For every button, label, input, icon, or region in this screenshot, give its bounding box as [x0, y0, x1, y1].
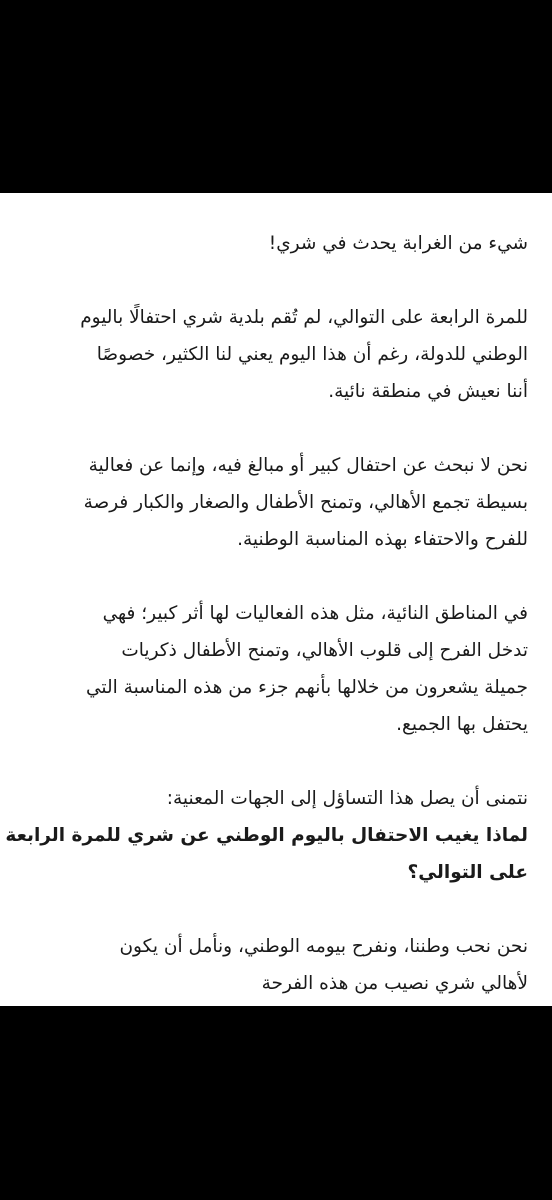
- paragraph-3: [24, 595, 528, 743]
- question-intro: نتمنى أن يصل هذا التساؤل إلى الجهات المعنية:: [166, 788, 528, 809]
- top-black-bar: [0, 0, 552, 193]
- title-text: شيء من الغرابة يحدث في شري!: [268, 233, 528, 254]
- paragraph-line: الوطني للدولة، رغم أن هذا اليوم يعني لنا الكثير، خصوصًا: [96, 344, 528, 365]
- paragraph-line: يحتفل بها الجميع.: [396, 714, 528, 735]
- question-line: لماذا يغيب الاحتفال باليوم الوطني عن شري للمرة الرابعة: [5, 825, 528, 846]
- paragraph-line: للمرة الرابعة على التوالي، لم تُقم بلدية شري احتفالًا باليوم: [80, 307, 528, 328]
- paragraph-line: جميلة يشعرون من خلالها بأنهم جزء من هذه المناسبة التي: [86, 677, 528, 698]
- paragraph-line: لأهالي شري نصيب من هذه الفرحة: [261, 973, 528, 994]
- question-line: على التوالي؟: [407, 862, 528, 883]
- paragraph-5: [24, 928, 528, 1002]
- paragraph-line: نحن لا نبحث عن احتفال كبير أو مبالغ فيه، وإنما عن فعالية: [88, 455, 528, 476]
- document-content: [5, 225, 528, 1002]
- paragraph-line: في المناطق النائية، مثل هذه الفعاليات لها أثر كبير؛ فهي: [102, 603, 528, 624]
- paragraph-4: [5, 780, 528, 891]
- paragraph-line: نحن نحب وطننا، ونفرح بيومه الوطني، ونأمل أن يكون: [119, 936, 528, 957]
- paragraph-1: [24, 299, 528, 410]
- paragraph-2: [24, 447, 528, 558]
- document-page: [0, 193, 552, 1006]
- paragraph-line: تدخل الفرح إلى قلوب الأهالي، وتمنح الأطفال ذكريات: [121, 640, 528, 661]
- bottom-black-bar: [0, 1006, 552, 1200]
- paragraph-line: أننا نعيش في منطقة نائية.: [328, 381, 528, 402]
- document-title: [24, 225, 528, 262]
- paragraph-line: بسيطة تجمع الأهالي، وتمنح الأطفال والصغار والكبار فرصة: [83, 492, 528, 513]
- paragraph-line: للفرح والاحتفاء بهذه المناسبة الوطنية.: [237, 529, 528, 550]
